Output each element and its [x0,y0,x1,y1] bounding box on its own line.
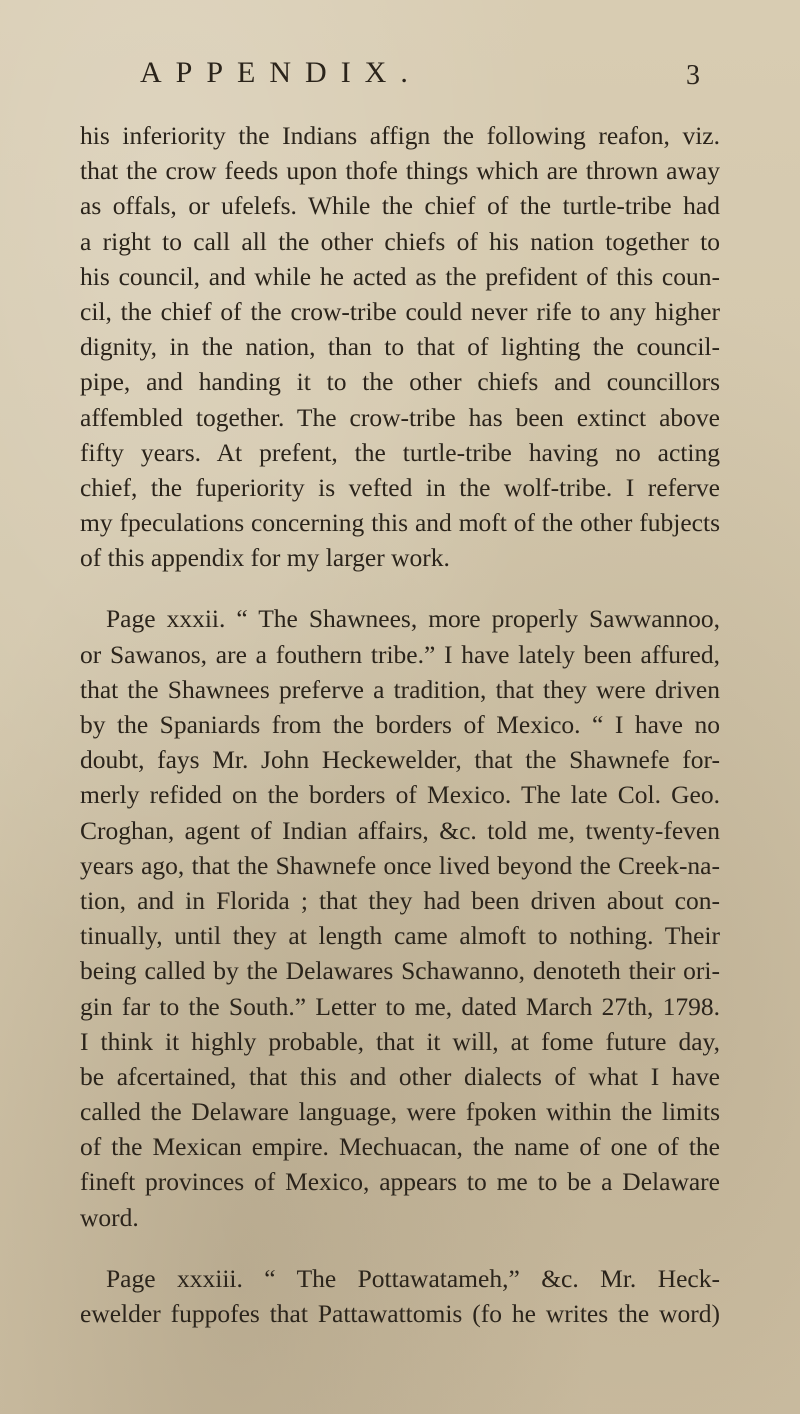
page-number: 3 [686,60,700,91]
text-line: his council, and while he acted as the prefident of this coun- [80,261,720,291]
text-line: by the Spaniards from the borders of Mexico. “ I have no [80,710,720,739]
text-line: doubt, fays Mr. John Heckewelder, that the Shawnefe for- [80,745,720,775]
running-title: APPENDIX. [140,56,422,89]
text-line: Page xxxiii. “ The Pottawatameh,” &c. Mr. Heck- [106,1263,720,1293]
text-line: that the crow feeds upon thofe things which are thrown away [80,156,720,186]
text-line: called the Delaware language, were fpoken within the limits [80,1097,720,1127]
text-line: his inferiority the Indians affign the following reafon, viz. [80,121,720,150]
text-line: chief, the fuperiority is vefted in the wolf-tribe. I referve [80,472,720,502]
text-line: pipe, and handing it to the other chiefs and councillors [80,367,720,397]
text-line: ewelder fuppofes that Pattawattomis (fo he writes the word) [80,1299,720,1328]
text-line: or Sawanos, are a fouthern tribe.” I have lately been affured, [80,639,720,669]
text-block [80,118,720,1331]
text-line: dignity, in the nation, than to that of lighting the council- [80,332,720,362]
text-line: years ago, that the Shawnefe once lived beyond the Creek-na- [80,850,720,880]
text-line: gin far to the South.” Letter to me, dated March 27th, 1798. [80,991,720,1021]
text-line: be afcertained, that this and other dialects of what I have [80,1061,720,1091]
paragraph-1 [80,118,720,575]
text-line: Page xxxii. “ The Shawnees, more properly Sawwannoo, [106,604,720,634]
text-line: cil, the chief of the crow-tribe could never rife to any higher [80,296,720,326]
text-line: word. [80,1202,139,1232]
paragraph-2 [80,601,720,1234]
text-line: fineft provinces of Mexico, appears to me to be a Delaware [80,1167,720,1197]
text-line: fifty years. At prefent, the turtle-tribe having no acting [80,437,720,467]
text-line: merly refided on the borders of Mexico. The late Col. Geo. [80,780,720,810]
text-line: Croghan, agent of Indian affairs, &c. told me, twenty-feven [80,815,720,845]
running-head [140,56,700,96]
text-line: tinually, until they at length came almoft to nothing. Their [80,921,720,951]
paragraph-gap [80,575,720,601]
text-line: tion, and in Florida ; that they had been driven about con- [80,885,720,915]
text-line: being called by the Delawares Schawanno, denoteth their ori- [80,956,720,986]
text-line: my fpeculations concerning this and moft of the other fubjects [80,508,720,538]
text-line: a right to call all the other chiefs of his nation together to [80,226,720,256]
text-line: of this appendix for my larger work. [80,543,450,573]
text-line: I think it highly probable, that it will, at fome future day, [80,1026,720,1056]
text-line: of the Mexican empire. Mechuacan, the name of one of the [80,1132,720,1162]
text-line: that the Shawnees preferve a tradition, that they were driven [80,674,720,704]
paragraph-gap [80,1235,720,1261]
paragraph-3 [80,1261,720,1331]
text-line: as offals, or ufelefs. While the chief of the turtle-tribe had [80,191,720,221]
text-line: affembled together. The crow-tribe has been extinct above [80,402,720,432]
